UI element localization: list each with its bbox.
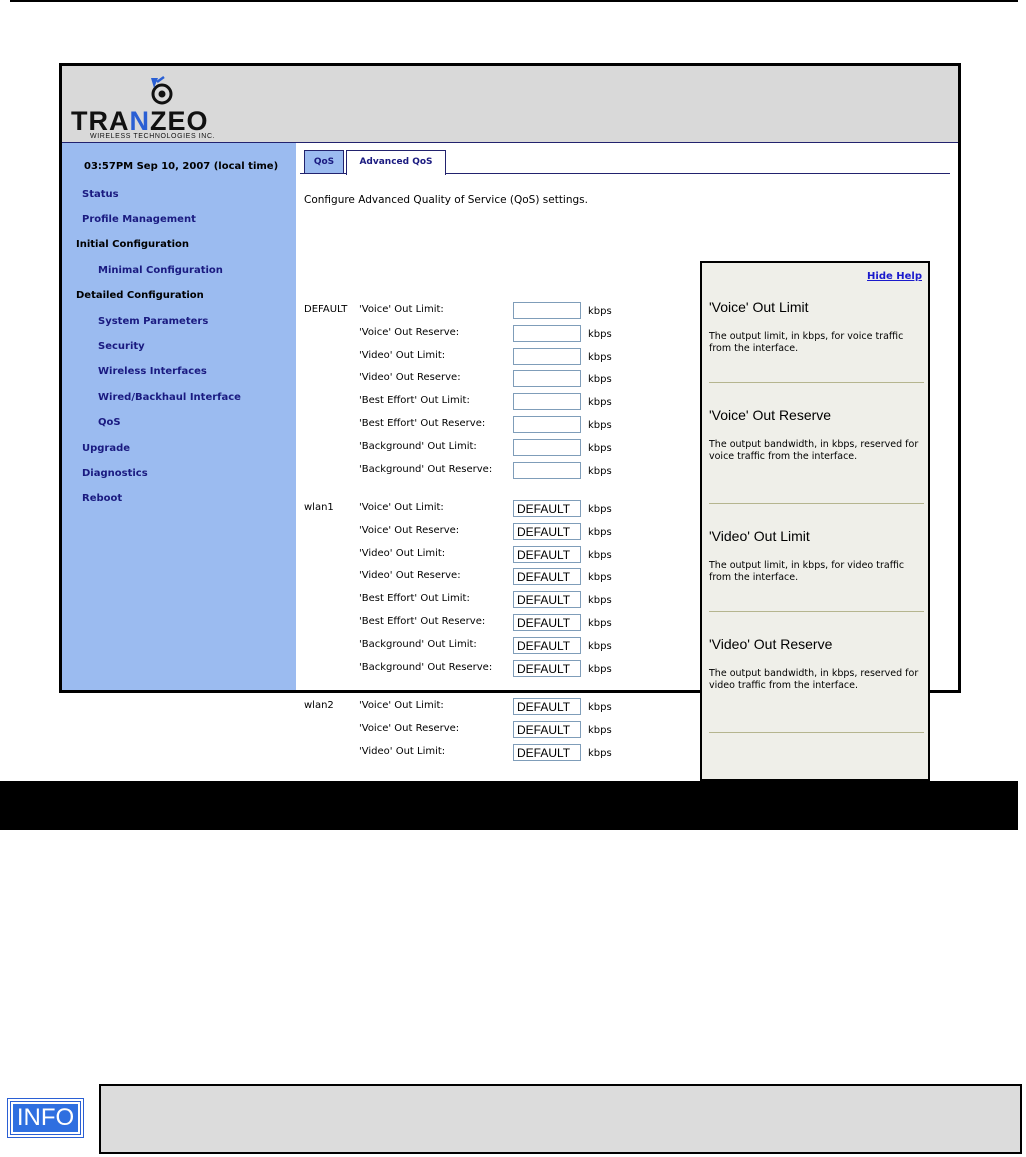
kbps-input[interactable] xyxy=(513,660,581,677)
kbps-input[interactable] xyxy=(513,698,581,715)
logo-mark-icon xyxy=(144,74,178,108)
logo-wordmark-b: ZEO xyxy=(150,106,209,136)
field-label: 'Voice' Out Reserve: xyxy=(359,525,460,536)
field-label: 'Voice' Out Limit: xyxy=(359,700,444,711)
help-title: 'Voice' Out Limit xyxy=(709,299,809,315)
unit-label: kbps xyxy=(588,702,612,713)
unit-label: kbps xyxy=(588,595,612,606)
nav-security[interactable]: Security xyxy=(98,341,145,352)
help-divider xyxy=(709,611,924,612)
field-label: 'Video' Out Limit: xyxy=(359,746,446,757)
field-label: 'Background' Out Limit: xyxy=(359,441,477,452)
nav-section-initial-configuration: Initial Configuration xyxy=(76,239,190,250)
help-text: The output bandwidth, in kbps, reserved for voice traffic from the interface. xyxy=(709,439,919,462)
info-note-box xyxy=(99,1084,1022,1154)
field-label: 'Voice' Out Limit: xyxy=(359,304,444,315)
unit-label: kbps xyxy=(588,466,612,477)
help-divider xyxy=(709,503,924,504)
help-text: The output bandwidth, in kbps, reserved for video traffic from the interface. xyxy=(709,668,919,691)
info-icon xyxy=(7,1098,84,1138)
help-title: 'Voice' Out Reserve xyxy=(709,407,832,423)
main-content xyxy=(296,143,958,759)
interface-group-label: wlan1 xyxy=(304,502,334,513)
kbps-input[interactable] xyxy=(513,568,581,585)
unit-label: kbps xyxy=(588,352,612,363)
unit-label: kbps xyxy=(588,420,612,431)
sidebar xyxy=(62,143,296,690)
kbps-input[interactable] xyxy=(513,500,581,517)
help-panel xyxy=(700,261,930,781)
kbps-input[interactable] xyxy=(513,721,581,738)
field-label: 'Video' Out Reserve: xyxy=(359,570,461,581)
kbps-input[interactable] xyxy=(513,348,581,365)
hide-help-link[interactable]: Hide Help xyxy=(867,271,922,282)
field-label: 'Best Effort' Out Reserve: xyxy=(359,418,486,429)
unit-label: kbps xyxy=(588,443,612,454)
logo-wordmark xyxy=(71,108,209,135)
kbps-input[interactable] xyxy=(513,325,581,342)
help-divider xyxy=(709,382,924,383)
field-label: 'Background' Out Reserve: xyxy=(359,464,493,475)
unit-label: kbps xyxy=(588,550,612,561)
page-top-rule xyxy=(10,0,1018,2)
unit-label: kbps xyxy=(588,664,612,675)
help-title: 'Video' Out Reserve xyxy=(709,636,833,652)
unit-label: kbps xyxy=(588,572,612,583)
logo-tagline: WIRELESS TECHNOLOGIES INC. xyxy=(90,133,216,140)
unit-label: kbps xyxy=(588,397,612,408)
section-heading-bar xyxy=(0,781,1018,830)
unit-label: kbps xyxy=(588,641,612,652)
nav-diagnostics[interactable]: Diagnostics xyxy=(82,468,148,479)
unit-label: kbps xyxy=(588,329,612,340)
nav-system-parameters[interactable]: System Parameters xyxy=(98,316,209,327)
nav-section-detailed-configuration: Detailed Configuration xyxy=(76,290,204,301)
kbps-input[interactable] xyxy=(513,416,581,433)
field-label: 'Best Effort' Out Limit: xyxy=(359,395,470,406)
field-label: 'Video' Out Limit: xyxy=(359,548,446,559)
local-time: 03:57PM Sep 10, 2007 (local time) xyxy=(84,161,279,172)
field-label: 'Voice' Out Reserve: xyxy=(359,723,460,734)
nav-upgrade[interactable]: Upgrade xyxy=(82,443,131,454)
tab-qos[interactable]: QoS xyxy=(304,150,344,173)
screenshot-frame xyxy=(59,63,961,759)
kbps-input[interactable] xyxy=(513,546,581,563)
field-label: 'Best Effort' Out Limit: xyxy=(359,593,470,604)
header-bar xyxy=(62,66,958,143)
kbps-input[interactable] xyxy=(513,439,581,456)
help-divider xyxy=(709,732,924,733)
help-text: The output limit, in kbps, for video traffic from the interface. xyxy=(709,560,905,583)
kbps-input[interactable] xyxy=(513,393,581,410)
field-label: 'Background' Out Limit: xyxy=(359,639,477,650)
kbps-input[interactable] xyxy=(513,591,581,608)
help-title: 'Video' Out Limit xyxy=(709,528,810,544)
nav-profile-management[interactable]: Profile Management xyxy=(82,214,196,225)
info-badge-label: INFO xyxy=(11,1102,80,1134)
help-text: The output limit, in kbps, for voice traffic from the interface. xyxy=(709,331,904,354)
field-label: 'Voice' Out Limit: xyxy=(359,502,444,513)
interface-group-label: wlan2 xyxy=(304,700,334,711)
nav-wireless-interfaces[interactable]: Wireless Interfaces xyxy=(98,366,207,377)
logo-wordmark-n: N xyxy=(129,106,150,136)
field-label: 'Video' Out Reserve: xyxy=(359,372,461,383)
nav-reboot[interactable]: Reboot xyxy=(82,493,123,504)
page-description: Configure Advanced Quality of Service (QoS) settings. xyxy=(304,194,588,206)
tab-advanced-qos[interactable]: Advanced QoS xyxy=(346,150,446,175)
field-label: 'Best Effort' Out Reserve: xyxy=(359,616,486,627)
nav-qos[interactable]: QoS xyxy=(98,417,121,428)
unit-label: kbps xyxy=(588,504,612,515)
kbps-input[interactable] xyxy=(513,744,581,761)
field-label: 'Background' Out Reserve: xyxy=(359,662,493,673)
kbps-input[interactable] xyxy=(513,523,581,540)
interface-group-label: DEFAULT xyxy=(304,304,348,315)
kbps-input[interactable] xyxy=(513,462,581,479)
nav-wired-backhaul-interface[interactable]: Wired/Backhaul Interface xyxy=(98,392,241,403)
kbps-input[interactable] xyxy=(513,302,581,319)
unit-label: kbps xyxy=(588,306,612,317)
unit-label: kbps xyxy=(588,725,612,736)
unit-label: kbps xyxy=(588,374,612,385)
field-label: 'Voice' Out Reserve: xyxy=(359,327,460,338)
kbps-input[interactable] xyxy=(513,614,581,631)
unit-label: kbps xyxy=(588,618,612,629)
kbps-input[interactable] xyxy=(513,637,581,654)
unit-label: kbps xyxy=(588,527,612,538)
unit-label: kbps xyxy=(588,748,612,759)
field-label: 'Video' Out Limit: xyxy=(359,350,446,361)
kbps-input[interactable] xyxy=(513,370,581,387)
nav-status[interactable]: Status xyxy=(82,189,119,200)
nav-minimal-configuration[interactable]: Minimal Configuration xyxy=(98,265,223,276)
tranzeo-logo xyxy=(68,72,258,138)
logo-wordmark-a: TRA xyxy=(71,106,130,136)
